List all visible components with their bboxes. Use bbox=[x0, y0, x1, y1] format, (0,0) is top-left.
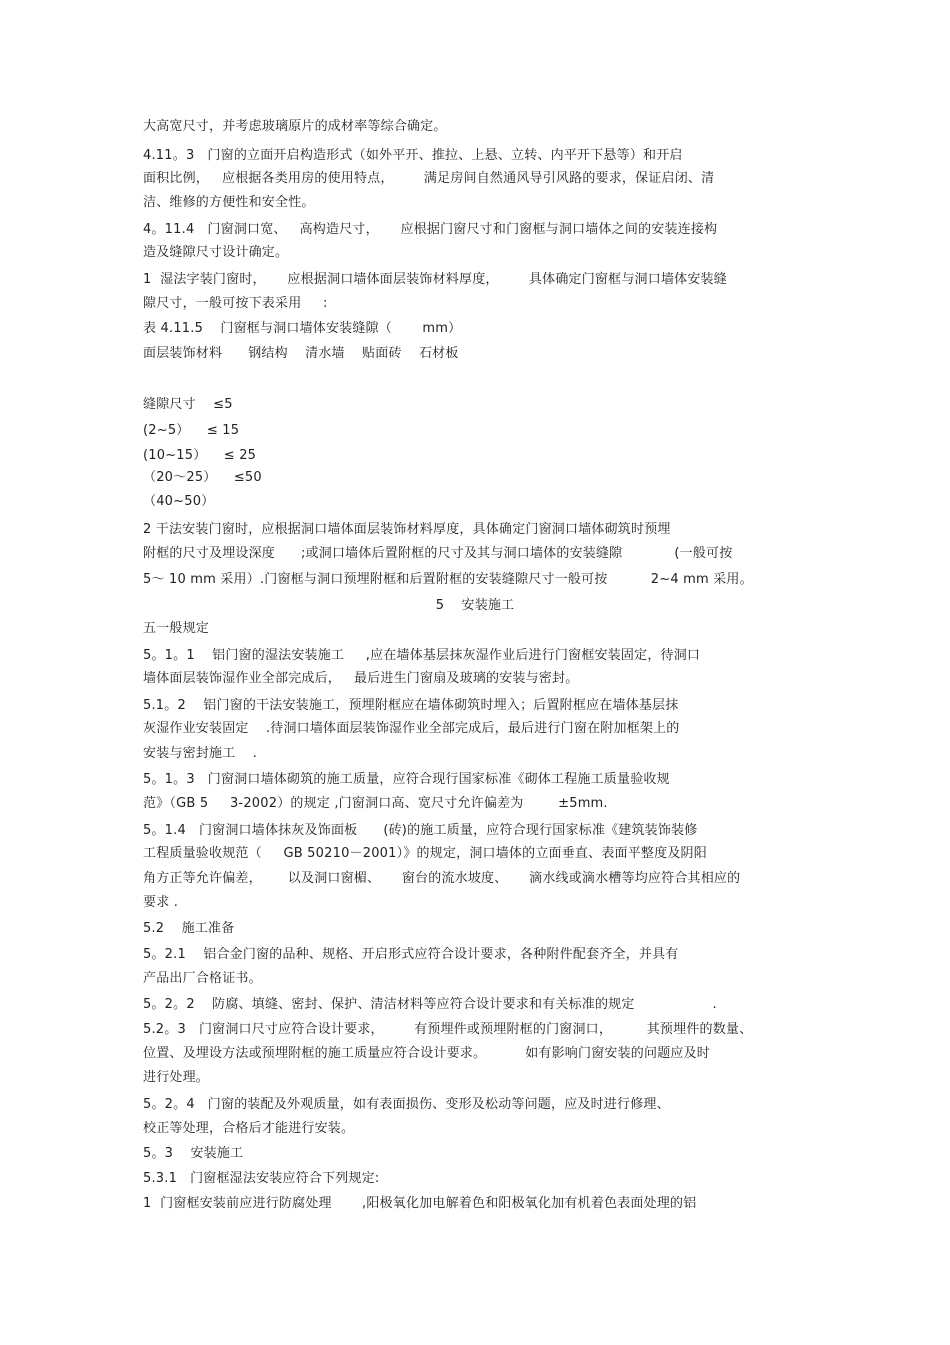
text-line: 4。11.4 门窗洞口宽、 高构造尺寸， 应根据门窗尺寸和门窗框与洞口墙体之间的安装连接构 bbox=[143, 222, 718, 237]
text-line: 墙体面层装饰湿作业全部完成后， 最后进生门窗扇及玻璃的安装与密封。 bbox=[143, 671, 579, 686]
text-line: 工程质量验收规范（ GB 50210－2001）》的规定，洞口墙体的立面垂直、表面平整度及阴阳 bbox=[143, 846, 707, 861]
text-line: 洁、维修的方便性和安全性。 bbox=[143, 195, 315, 210]
text-line: 面积比例， 应根据各类用房的使用特点， 满足房间自然通风导引风路的要求，保证启闭、清 bbox=[143, 171, 715, 186]
text-line: 造及缝隙尺寸设计确定。 bbox=[143, 245, 289, 260]
text-line: 5.2。3 门窗洞口尺寸应符合设计要求， 有预埋件或预埋附框的门窗洞口， 其预埋件的数量、 bbox=[143, 1022, 753, 1037]
text-line: 5.3.1 门窗框湿法安装应符合下列规定: bbox=[143, 1171, 380, 1186]
text-line: 校正等处理，合格后才能进行安装。 bbox=[143, 1121, 355, 1136]
text-line: 位置、及埋设方法或预埋附框的施工质量应符合设计要求。 如有影响门窗安装的问题应及时 bbox=[143, 1046, 710, 1061]
text-line: 大高宽尺寸，并考虑玻璃原片的成材率等综合确定。 bbox=[143, 119, 447, 134]
text-line: 要求 . bbox=[143, 895, 179, 910]
text-line: 5.1。2 铝门窗的干法安装施工，预埋附框应在墙体砌筑时埋入；后置附框应在墙体基层抹 bbox=[143, 698, 679, 713]
text-line: 范》（GB 5 3-2002）的规定 ,门窗洞口高、宽尺寸允许偏差为 ±5mm. bbox=[143, 796, 608, 811]
section-heading: 5 安装施工 bbox=[435, 598, 515, 613]
text-line: 1 湿法字装门窗时， 应根据洞口墙体面层装饰材料厚度， 具体确定门窗框与洞口墙体安装缝 bbox=[143, 272, 727, 287]
table-row: (10~15） ≤ 25 bbox=[143, 448, 257, 463]
text-line: 5。2。4 门窗的装配及外观质量，如有表面损伤、变形及松动等问题，应及时进行修理、 bbox=[143, 1097, 670, 1112]
table-header-row: 面层装饰材料 钢结构 清水墙 贴面砖 石材板 bbox=[143, 346, 459, 361]
text-line: 附框的尺寸及埋设深度 ;或洞口墙体后置附框的尺寸及其与洞口墙体的安装缝隙 (一般可按 bbox=[143, 546, 733, 561]
text-line: 1 门窗框安装前应进行防腐处理 ,阳极氧化加电解着色和阳极氧化加有机着色表面处理的铝 bbox=[143, 1196, 697, 1211]
text-line: 灰湿作业安装固定 .待洞口墙体面层装饰湿作业全部完成后，最后进行门窗在附加框架上的 bbox=[143, 721, 680, 736]
text-line: 角方正等允许偏差， 以及洞口窗楣、 窗台的流水坡度、 滴水线或滴水槽等均应符合其相应的 bbox=[143, 871, 741, 886]
text-line: 产品出厂合格证书。 bbox=[143, 971, 262, 986]
text-line: 5。2。2 防腐、填缝、密封、保护、清洁材料等应符合设计要求和有关标准的规定 . bbox=[143, 997, 717, 1012]
text-line: 5～ 10 mm 采用）.门窗框与洞口预埋附框和后置附框的安装缝隙尺寸一般可按 2~4 mm 采用。 bbox=[143, 572, 753, 587]
table-caption: 表 4.11.5 门窗框与洞口墙体安装缝隙（ mm） bbox=[143, 321, 462, 336]
table-row: (2~5） ≤ 15 bbox=[143, 423, 240, 438]
text-line: 安装与密封施工 . bbox=[143, 746, 258, 761]
text-line: 5。1.4 门窗洞口墙体抹灰及饰面板 (砖)的施工质量，应符合现行国家标准《建筑装饰装修 bbox=[143, 823, 698, 838]
subsection-heading: 5.2 施工准备 bbox=[143, 921, 235, 936]
text-line: 进行处理。 bbox=[143, 1070, 210, 1085]
table-row: （40~50） bbox=[143, 494, 215, 509]
text-line: 5。1。3 门窗洞口墙体砌筑的施工质量，应符合现行国家标准《砌体工程施工质量验收规 bbox=[143, 772, 670, 787]
table-row: 缝隙尺寸 ≤5 bbox=[143, 397, 233, 412]
text-line: 5。1。1 铝门窗的湿法安装施工 ,应在墙体基层抹灰湿作业后进行门窗框安装固定，待洞口 bbox=[143, 648, 701, 663]
text-line: 隙尺寸，一般可按下表采用 : bbox=[143, 296, 328, 311]
subsection-heading: 五一般规定 bbox=[143, 621, 210, 636]
text-line: 2 干法安装门窗时，应根据洞口墙体面层装饰材料厚度，具体确定门窗洞口墙体砌筑时预埋 bbox=[143, 522, 671, 537]
table-row: （20～25） ≤50 bbox=[143, 470, 262, 485]
text-line: 4.11。3 门窗的立面开启构造形式（如外平开、推拉、上悬、立转、内平开下悬等）和开启 bbox=[143, 148, 683, 163]
text-line: 5。2.1 铝合金门窗的品种、规格、开启形式应符合设计要求，各种附件配套齐全，并具有 bbox=[143, 947, 679, 962]
subsection-heading: 5。3 安装施工 bbox=[143, 1146, 244, 1161]
